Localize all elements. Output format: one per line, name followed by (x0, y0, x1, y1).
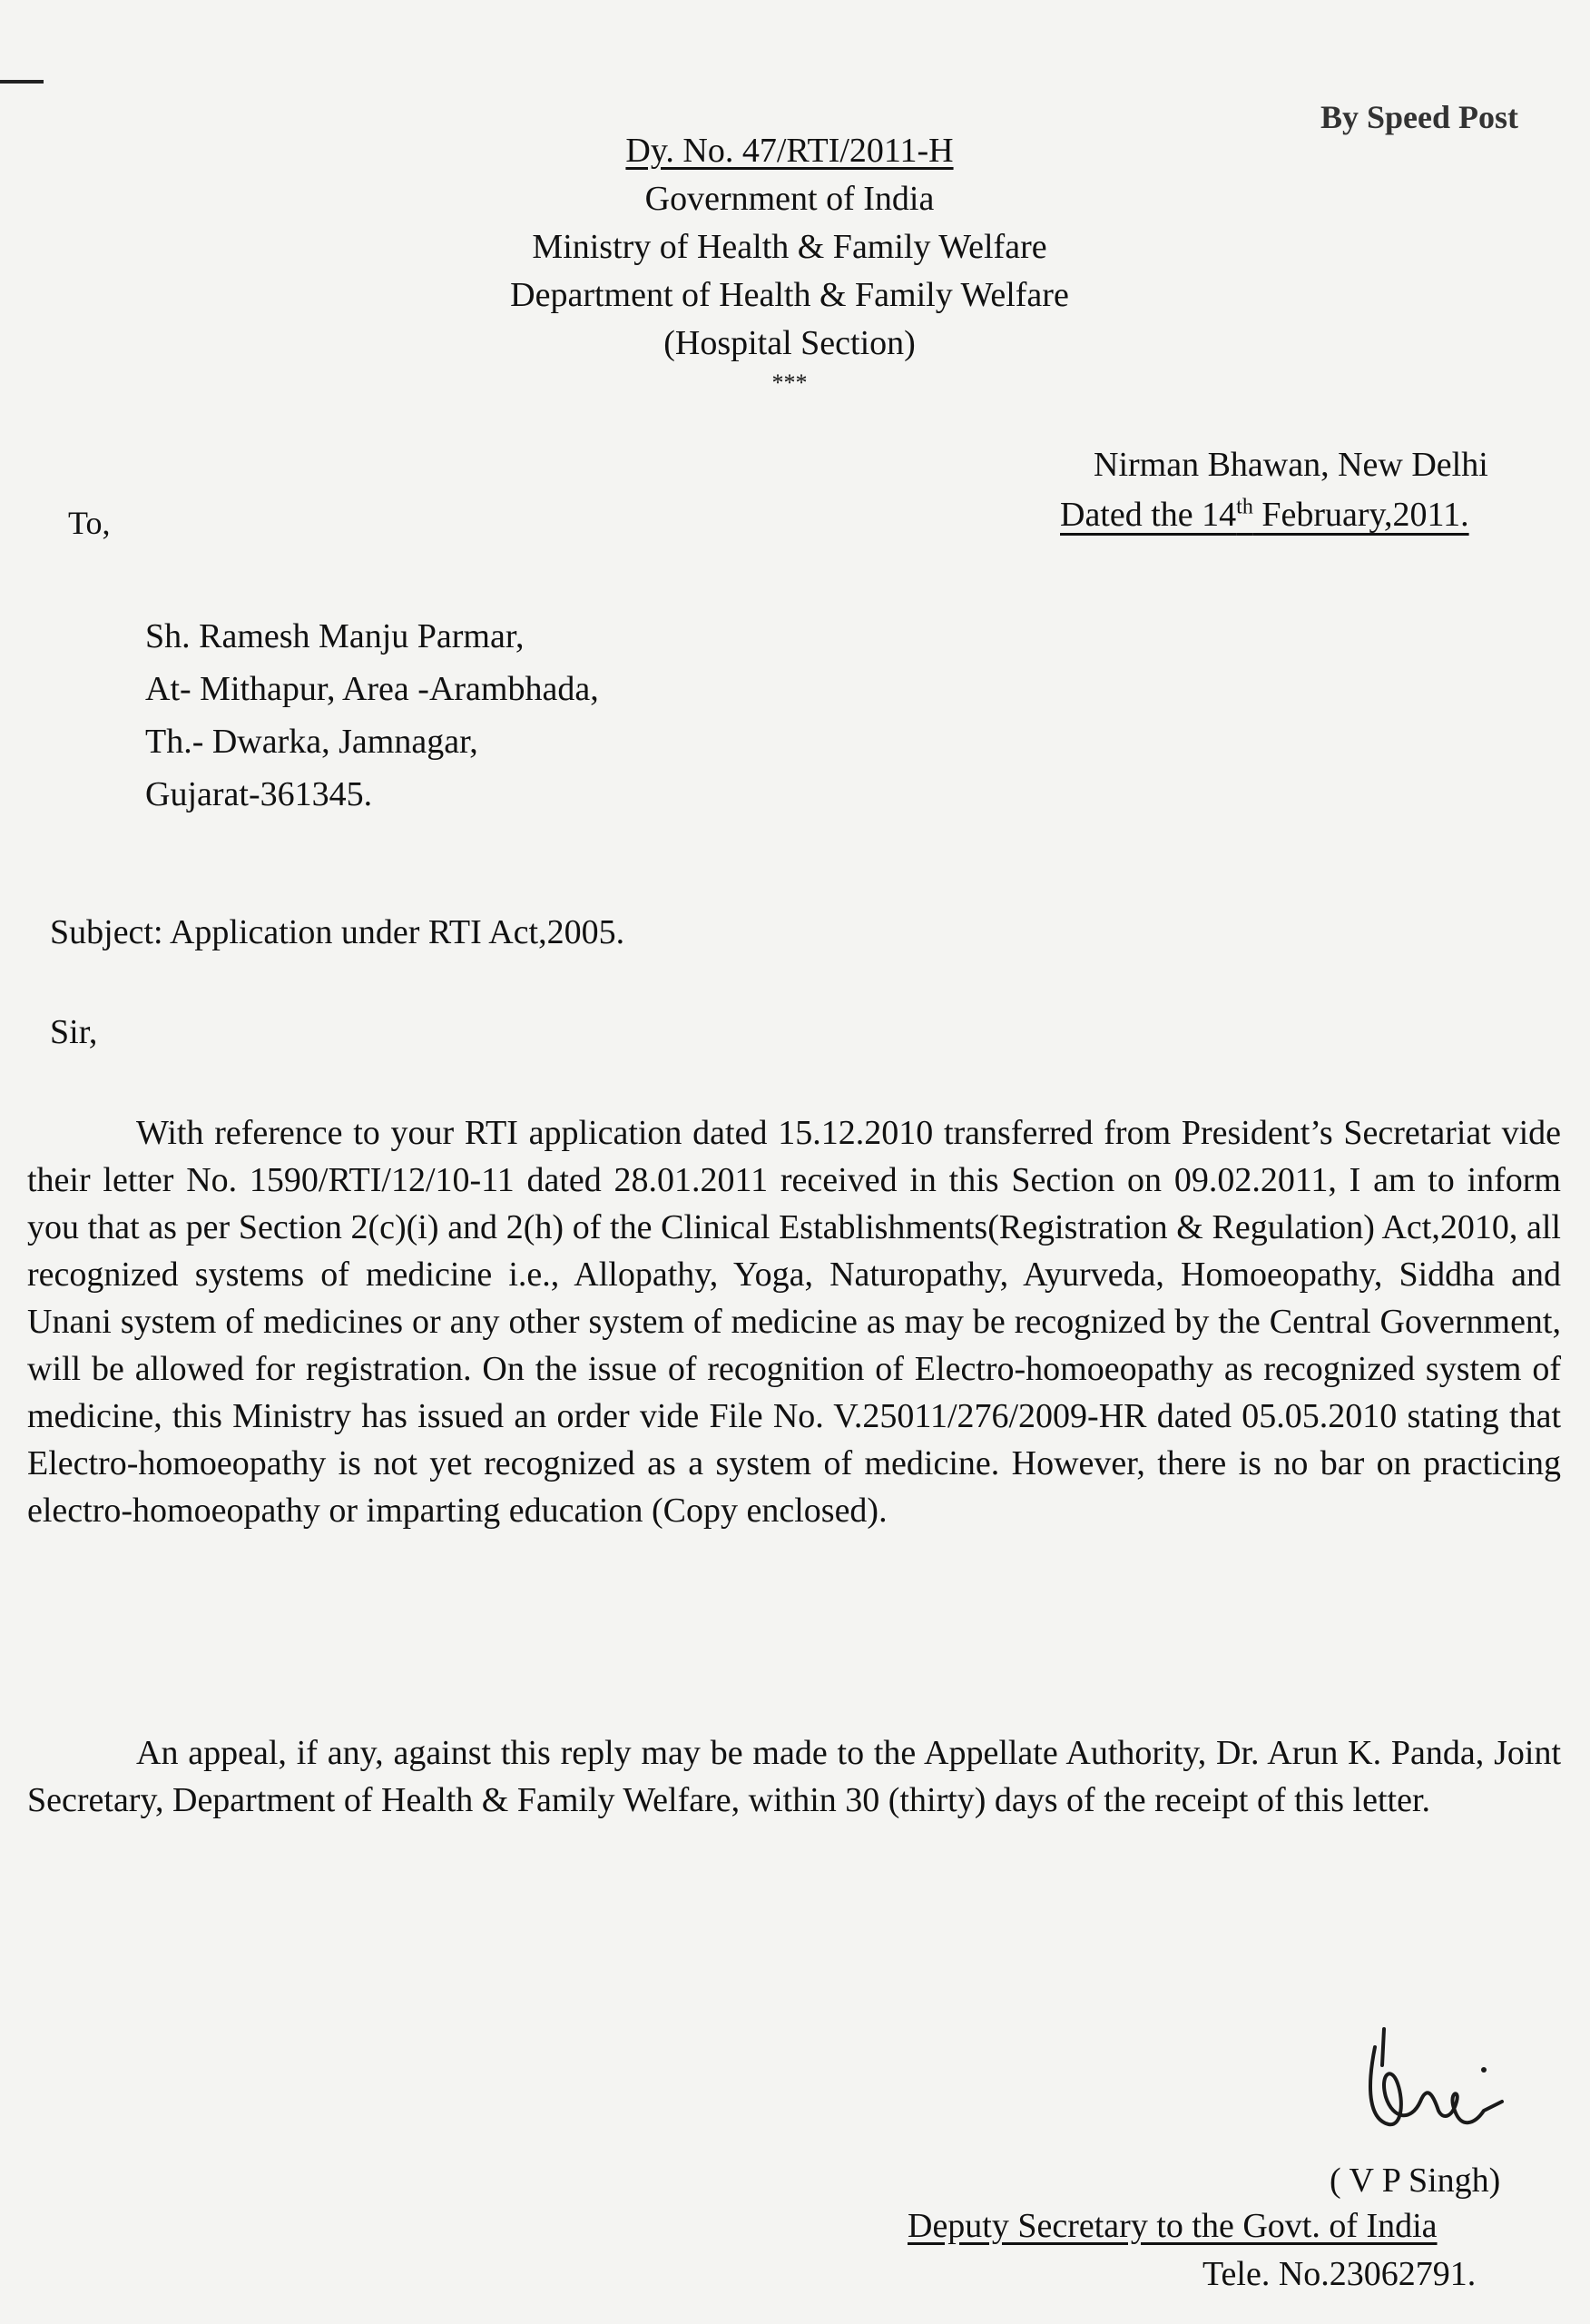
header-separator: *** (771, 369, 808, 396)
handwritten-signature (1348, 2011, 1511, 2147)
recipient-address (145, 610, 599, 821)
paragraph-1-text: With reference to your RTI application dated 15.12.2010 transferred from President’s Secretariat vide their letter No. 1590/RTI/12/10-11 dated 28.01.2011 received in this Section on 09.02.2011, I am to inform you that as per Section 2(c)(i) and 2(h) of the Clinical Establishments(Registration & Regulation) Act,2010, all recognized systems of medicine i.e., Allopathy, Yoga, Naturopathy, Ayurveda, Homoeopathy, Siddha and Unani system of medicines or any other system of medicine as may be recognized by the Central Government, will be allowed for registration. On the issue of recognition of Electro-homoeopathy as recognized system of medicine, this Ministry has issued an order vide File No. V.25011/276/2009-HR dated 05.05.2010 stating that Electro-homoeopathy is not yet recognized as a system of medicine. However, there is no bar on practicing electro-homoeopathy or imparting education (Copy enclosed). (27, 1114, 1561, 1530)
date-suffix: th (1236, 495, 1253, 519)
government-name: Government of India (644, 180, 935, 218)
ministry-name: Ministry of Health & Family Welfare (532, 228, 1047, 266)
to-label: To, (68, 505, 111, 541)
recipient-name: Sh. Ramesh Manju Parmar, (145, 617, 525, 655)
section-name: (Hospital Section) (663, 324, 916, 362)
signatory-telephone: Tele. No.23062791. (1202, 2255, 1477, 2293)
letter-place: Nirman Bhawan, New Delhi (1094, 446, 1488, 484)
letter-date (1060, 495, 1469, 535)
address-line-1: At- Mithapur, Area -Arambhada, (145, 670, 599, 708)
body-paragraph-1 (27, 1109, 1561, 1534)
address-line-2: Th.- Dwarka, Jamnagar, (145, 723, 478, 761)
letter-header (436, 127, 1143, 399)
subject-line: Subject: Application under RTI Act,2005. (50, 913, 625, 951)
address-line-3: Gujarat-361345. (145, 775, 373, 813)
department-name: Department of Health & Family Welfare (510, 276, 1069, 314)
scan-mark (0, 80, 44, 84)
salutation: Sir, (50, 1013, 98, 1051)
signatory-name: ( V P Singh) (1330, 2162, 1501, 2200)
date-rest: February,2011. (1252, 496, 1469, 534)
date-prefix: Dated the 14 (1060, 496, 1237, 534)
signatory-designation: Deputy Secretary to the Govt. of India (908, 2207, 1438, 2245)
body-paragraph-2 (27, 1729, 1561, 1824)
paragraph-2-text: An appeal, if any, against this reply may be made to the Appellate Authority, Dr. Arun K. Panda, Joint Secretary, Department of Health & Family Welfare, within 30 (thirty) days of the receipt of this letter. (27, 1734, 1561, 1819)
delivery-mode: By Speed Post (1320, 99, 1519, 135)
diary-number: Dy. No. 47/RTI/2011-H (625, 132, 954, 170)
